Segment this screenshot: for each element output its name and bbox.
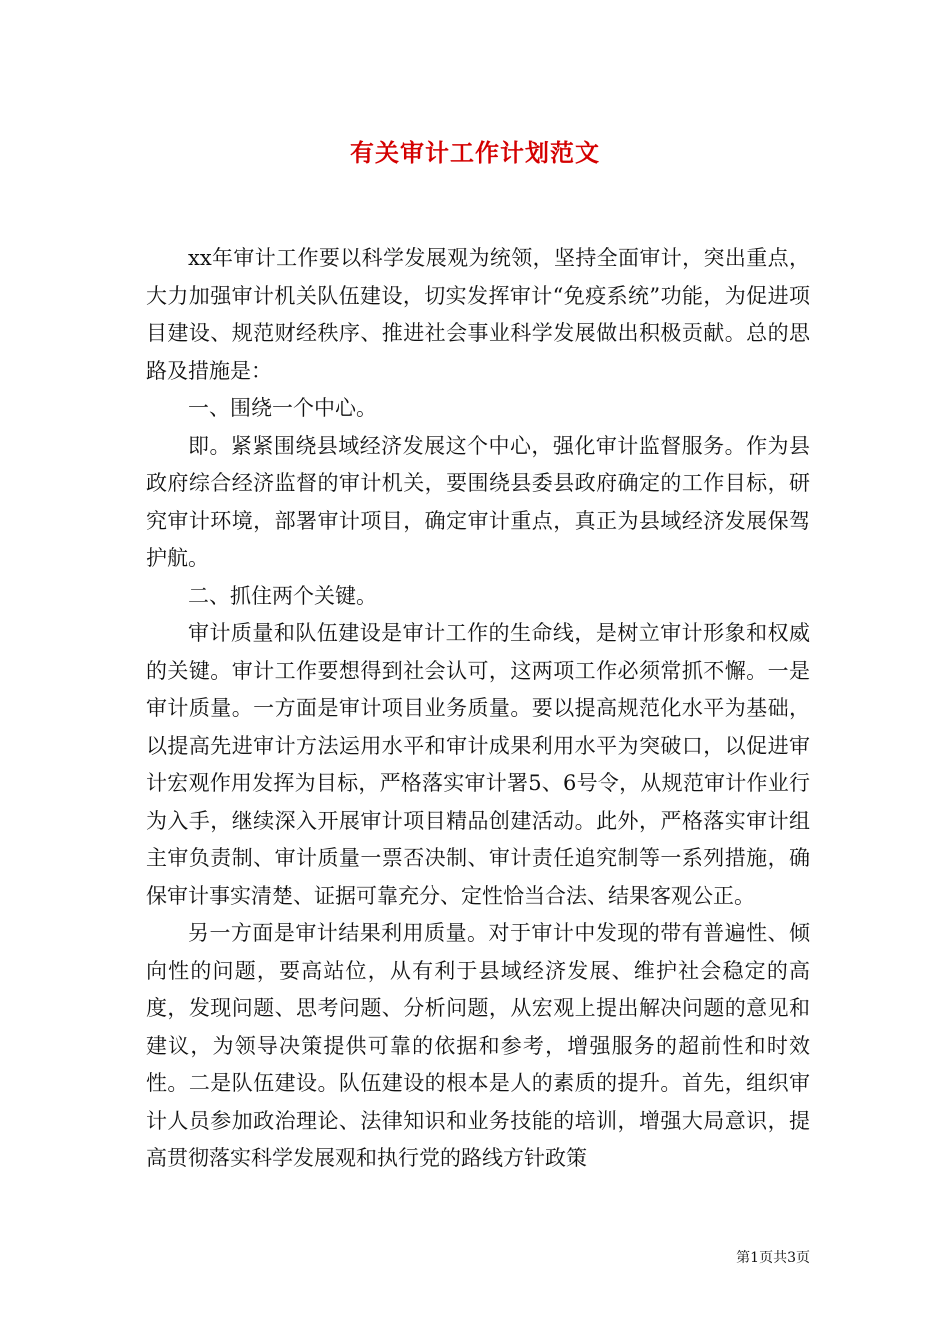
section-heading-2: 二、抓住两个关键。 <box>188 583 377 608</box>
paragraph-results: 另一方面是审计结果利用质量。对于审计中发现的带有普遍性、倾向性的问题，要高站位，从有利于县域经济发展、维护社会稳定的高度，发现问题、思考问题、分析问题，从宏观上提出解决问题的意见和建议，为领导决策提供可靠的依据和参考，增强服务的超前性和时效性。二是队伍建设。队伍建设的根本是人的素质的提升。首先，组织审计人员参加政治理论、法律知识和业务技能的培训，增强大局意识，提高贯彻落实科学发展观和执行党的路线方针政策 <box>146 921 810 1170</box>
section-heading-1: 一、围绕一个中心。 <box>188 396 377 420</box>
paragraph-center: 即。紧紧围绕县域经济发展这个中心，强化审计监督服务。作为县政府综合经济监督的审计机关，要围绕县委县政府确定的工作目标，研究审计环境，部署审计项目，确定审计重点，真正为县域经济发展保驾护航。 <box>146 433 810 570</box>
document-body <box>146 240 810 1178</box>
paragraph-intro: xx年审计工作要以科学发展观为统领，坚持全面审计，突出重点，大力加强审计机关队伍建设，切实发挥审计“免疫系统”功能，为促进项目建设、规范财经秩序、推进社会事业科学发展做出积极贡献。总的思路及措施是： <box>146 246 810 383</box>
page-number: 第1页共3页 <box>736 1250 810 1266</box>
document-title: 有关审计工作计划范文 <box>350 138 600 167</box>
paragraph-quality: 审计质量和队伍建设是审计工作的生命线，是树立审计形象和权威的关键。审计工作要想得到社会认可，这两项工作必须常抓不懈。一是审计质量。一方面是审计项目业务质量。要以提高规范化水平为基础，以提高先进审计方法运用水平和审计成果利用水平为突破口，以促进审计宏观作用发挥为目标，严格落实审计署5、6号令，从规范审计作业行为入手，继续深入开展审计项目精品创建活动。此外，严格落实审计组主审负责制、审计质量一票否决制、审计责任追究制等一系列措施，确保审计事实清楚、证据可靠充分、定性恰当合法、结果客观公正。 <box>146 621 810 908</box>
